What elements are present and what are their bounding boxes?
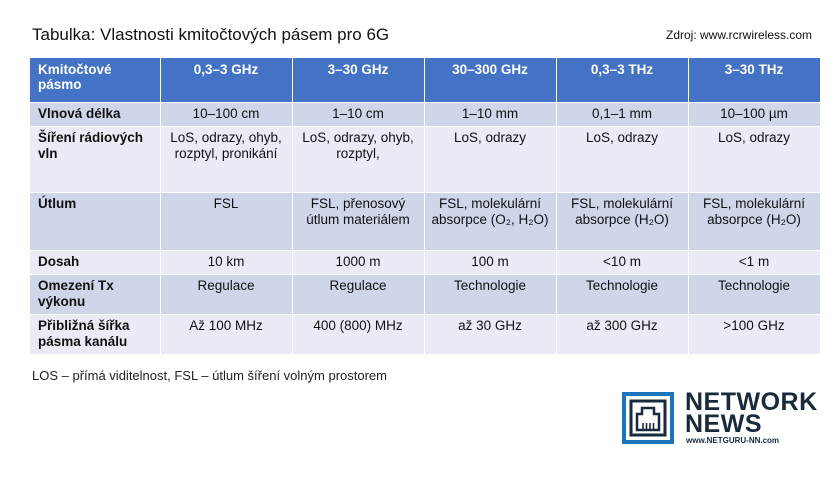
frequency-bands-table (30, 58, 821, 355)
row-header: Přibližná šířka pásma kanálu (30, 315, 160, 355)
row-header: Omezení Tx výkonu (30, 275, 160, 315)
table-cell: >100 GHz (688, 315, 820, 355)
table-cell: Až 100 MHz (160, 315, 292, 355)
logo-url: www.NETGURU-NN.com (686, 436, 780, 445)
table-cell: 400 (800) MHz (292, 315, 424, 355)
table-cell: LoS, odrazy (424, 127, 556, 193)
column-header: 3–30 THz (688, 58, 820, 103)
column-header: 30–300 GHz (424, 58, 556, 103)
table-header-row (30, 58, 820, 103)
row-header: Dosah (30, 251, 160, 275)
row-header: Útlum (30, 193, 160, 251)
table-cell: 0,1–1 mm (556, 103, 688, 127)
table-row (30, 315, 820, 355)
table-cell: FSL, molekulární absorpce (H₂O) (556, 193, 688, 251)
table-cell: 1–10 cm (292, 103, 424, 127)
table-cell: 10 km (160, 251, 292, 275)
footnote: LOS – přímá viditelnost, FSL – útlum šíření volným prostorem (32, 368, 387, 383)
table-cell: 1–10 mm (424, 103, 556, 127)
table-cell: Technologie (424, 275, 556, 315)
table-row (30, 251, 820, 275)
table-cell: <10 m (556, 251, 688, 275)
table-cell: 100 m (424, 251, 556, 275)
table-cell: FSL, molekulární absorpce (H₂O) (688, 193, 820, 251)
table-cell: LoS, odrazy (556, 127, 688, 193)
row-header: Vlnová délka (30, 103, 160, 127)
logo-text-news: NEWS (685, 410, 762, 438)
column-header: Kmitočtové pásmo (30, 58, 160, 103)
ethernet-port-icon (622, 392, 674, 444)
table-cell: FSL (160, 193, 292, 251)
table-row (30, 193, 820, 251)
table-row (30, 127, 820, 193)
table-cell: <1 m (688, 251, 820, 275)
network-news-logo (622, 390, 822, 448)
table-cell: Regulace (160, 275, 292, 315)
table-cell: Technologie (688, 275, 820, 315)
table-cell: Technologie (556, 275, 688, 315)
table-cell: FSL, přenosový útlum materiálem (292, 193, 424, 251)
table-cell: FSL, molekulární absorpce (O₂, H₂O) (424, 193, 556, 251)
table-cell: 10–100 cm (160, 103, 292, 127)
column-header: 3–30 GHz (292, 58, 424, 103)
row-header: Šíření rádiových vln (30, 127, 160, 193)
column-header: 0,3–3 THz (556, 58, 688, 103)
table-row (30, 275, 820, 315)
logo-text-network: NETWORK (685, 388, 818, 416)
table-cell: až 30 GHz (424, 315, 556, 355)
source-credit: Zdroj: www.rcrwireless.com (665, 28, 812, 42)
table-cell: LoS, odrazy, ohyb, rozptyl, (292, 127, 424, 193)
table-cell: LoS, odrazy (688, 127, 820, 193)
column-header: 0,3–3 GHz (160, 58, 292, 103)
table-title: Tabulka: Vlastnosti kmitočtových pásem pro 6G (32, 25, 390, 44)
table-cell: LoS, odrazy, ohyb, rozptyl, pronikání (160, 127, 292, 193)
table-row (30, 103, 820, 127)
table-cell: Regulace (292, 275, 424, 315)
table-cell: až 300 GHz (556, 315, 688, 355)
table-cell: 1000 m (292, 251, 424, 275)
table-cell: 10–100 µm (688, 103, 820, 127)
